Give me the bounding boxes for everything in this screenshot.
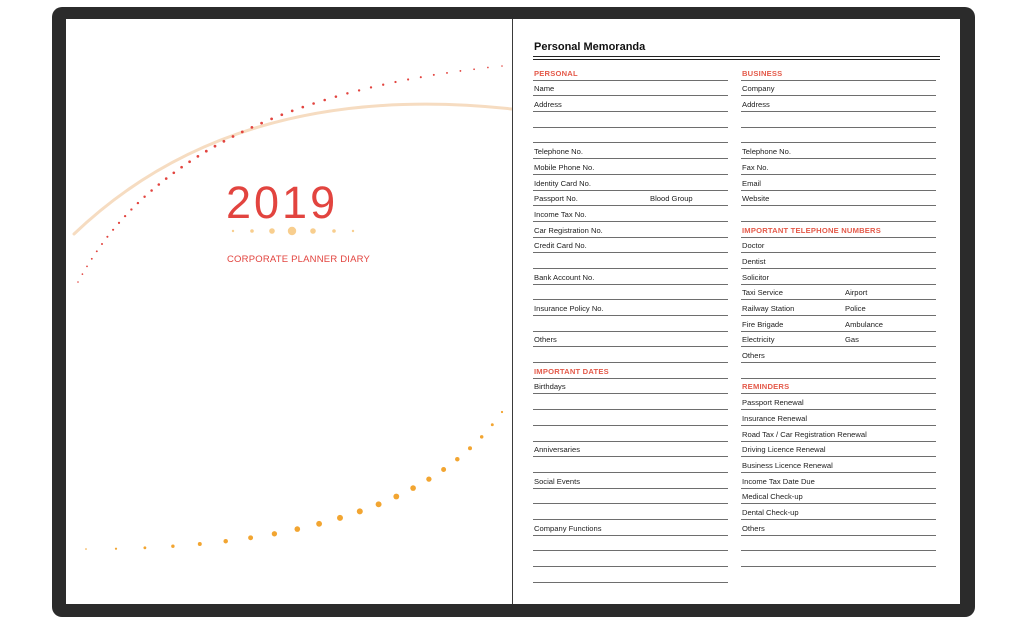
red-dot <box>232 135 235 138</box>
field-label: Name <box>534 84 555 94</box>
field-label: Others <box>742 351 765 361</box>
field-label-secondary: Police <box>845 304 866 313</box>
form-field-line <box>741 96 936 112</box>
decorative-swoosh <box>66 19 512 604</box>
red-dot <box>137 202 139 204</box>
orange-dot <box>357 508 363 514</box>
field-label: Fire Brigade <box>742 319 784 329</box>
form-field-line <box>741 191 936 207</box>
red-dot <box>112 229 114 231</box>
form-field-line <box>741 300 936 316</box>
orange-dot <box>501 411 503 413</box>
red-dot <box>394 81 396 83</box>
orange-dot <box>223 539 227 543</box>
field-label: Address <box>534 100 562 110</box>
blank-line <box>741 536 936 552</box>
red-dot <box>150 189 153 192</box>
form-field-line <box>533 238 728 254</box>
field-label: Others <box>742 523 765 533</box>
section-heading-row <box>533 65 728 81</box>
red-dot <box>251 126 254 129</box>
form-field-line <box>533 206 728 222</box>
blank-line <box>533 394 728 410</box>
section-heading: BUSINESS <box>742 68 783 78</box>
red-dot <box>86 266 88 268</box>
form-field-line <box>741 316 936 332</box>
red-dot <box>312 102 315 105</box>
orange-dot <box>426 476 431 481</box>
field-label: Company Functions <box>534 523 602 533</box>
red-dot <box>143 195 145 197</box>
red-dot <box>501 65 503 67</box>
form-field-line <box>533 442 728 458</box>
form-field-line <box>741 504 936 520</box>
page-title: Personal Memoranda <box>534 41 646 53</box>
form-field-line <box>741 285 936 301</box>
year-dot <box>232 230 234 232</box>
red-dot <box>77 281 79 283</box>
year-dot <box>269 228 275 234</box>
field-label: Anniversaries <box>534 445 581 455</box>
form-field-line <box>741 238 936 254</box>
section-heading-row <box>533 363 728 379</box>
orange-dot <box>441 467 446 472</box>
form-field-line <box>741 457 936 473</box>
title-rule <box>533 59 940 60</box>
red-dot <box>188 160 191 163</box>
blank-line <box>533 316 728 332</box>
blank-line <box>533 410 728 426</box>
red-dot <box>223 140 226 143</box>
field-label: Telephone No. <box>742 147 791 157</box>
red-dot <box>270 118 273 121</box>
red-dot <box>335 95 338 98</box>
section-heading: REMINDERS <box>742 382 790 392</box>
red-dot <box>118 222 120 224</box>
blank-line <box>533 347 728 363</box>
form-field-line <box>533 269 728 285</box>
red-dot <box>370 86 372 88</box>
blank-line <box>533 128 728 144</box>
left-form-column <box>533 65 728 583</box>
section-heading-row <box>741 379 936 395</box>
red-dot <box>459 70 461 72</box>
field-label: Website <box>742 194 770 204</box>
form-field-line <box>741 159 936 175</box>
section-heading-row <box>741 65 936 81</box>
orange-dot <box>143 546 146 549</box>
red-dot <box>180 166 183 169</box>
form-field-line <box>533 379 728 395</box>
form-field-line <box>741 253 936 269</box>
field-label: Electricity <box>742 335 775 345</box>
field-label: Credit Card No. <box>534 241 587 251</box>
field-label: Social Events <box>534 476 581 486</box>
field-label: Bank Account No. <box>534 272 595 282</box>
orange-dot <box>115 548 117 550</box>
form-field-line <box>741 347 936 363</box>
orange-dot <box>171 544 174 547</box>
red-dot <box>82 273 84 275</box>
field-label: Insurance Renewal <box>742 413 808 423</box>
red-dot <box>197 155 200 158</box>
blank-line <box>741 128 936 144</box>
field-label-secondary: Airport <box>845 288 868 298</box>
orange-dot <box>455 457 460 462</box>
blank-line <box>533 253 728 269</box>
blank-line <box>533 285 728 301</box>
year-title: 2019 <box>226 177 339 228</box>
field-label: Dentist <box>742 256 766 266</box>
field-label: Identity Card No. <box>534 178 591 188</box>
red-dot <box>124 215 126 217</box>
field-label: Taxi Service <box>742 288 783 298</box>
red-dot <box>301 106 304 109</box>
field-label: Solicitor <box>742 272 770 282</box>
title-rule <box>533 56 940 57</box>
red-dot <box>473 68 475 70</box>
form-field-line <box>741 332 936 348</box>
red-dot <box>487 67 489 69</box>
red-dot <box>101 243 103 245</box>
right-page <box>513 19 960 604</box>
form-field-line <box>741 143 936 159</box>
form-field-line <box>741 175 936 191</box>
orange-dot <box>393 494 399 500</box>
red-dot <box>172 171 175 174</box>
field-label: Income Tax No. <box>534 209 587 219</box>
field-label: Driving Licence Renewal <box>742 445 826 455</box>
section-heading-row <box>741 222 936 238</box>
orange-dot <box>295 526 301 532</box>
red-dot <box>323 99 326 102</box>
form-field-line <box>741 520 936 536</box>
orange-dot <box>248 535 253 540</box>
form-field-line <box>741 426 936 442</box>
red-dot <box>382 84 384 86</box>
form-field-line <box>533 175 728 191</box>
blank-line <box>741 551 936 567</box>
right-form-column <box>741 65 936 567</box>
field-label-secondary: Ambulance <box>845 319 883 329</box>
year-dot <box>352 230 354 232</box>
red-dot <box>96 250 98 252</box>
blank-line <box>533 536 728 552</box>
blank-line <box>533 426 728 442</box>
blank-line <box>741 206 936 222</box>
form-field-line <box>741 81 936 97</box>
field-label: Address <box>742 100 770 110</box>
field-label: Email <box>742 178 761 188</box>
field-label: Car Registration No. <box>534 225 603 235</box>
red-dot <box>346 92 348 94</box>
orange-dot <box>480 435 483 438</box>
field-label: Passport No. <box>534 194 578 204</box>
orange-dot <box>491 423 494 426</box>
blank-line <box>533 112 728 128</box>
form-field-line <box>741 410 936 426</box>
form-field-line <box>533 81 728 97</box>
section-heading: IMPORTANT TELEPHONE NUMBERS <box>742 225 881 235</box>
field-label: Dental Check-up <box>742 507 799 517</box>
form-field-line <box>533 332 728 348</box>
form-field-line <box>533 222 728 238</box>
field-label: Birthdays <box>534 382 566 392</box>
red-dot <box>241 131 244 134</box>
orange-dot <box>468 446 472 450</box>
blank-line <box>533 457 728 473</box>
year-dot <box>310 228 316 234</box>
form-field-line <box>741 473 936 489</box>
field-label: Medical Check-up <box>742 492 803 502</box>
field-label: Others <box>534 335 557 345</box>
field-label: Insurance Policy No. <box>534 304 604 313</box>
orange-dot <box>376 501 382 507</box>
form-field-line <box>741 489 936 505</box>
red-dot <box>106 236 108 238</box>
red-dot <box>165 177 168 180</box>
form-field-line <box>533 473 728 489</box>
field-label: Business Licence Renewal <box>742 460 833 470</box>
red-dot <box>446 72 448 74</box>
cover-subtitle: CORPORATE PLANNER DIARY <box>227 254 371 265</box>
blank-line <box>533 551 728 567</box>
form-field-line <box>741 269 936 285</box>
field-label: Company <box>742 84 775 94</box>
orange-dot <box>198 542 202 546</box>
form-field-line <box>741 394 936 410</box>
red-dot <box>420 76 422 78</box>
orange-dot <box>85 548 87 550</box>
year-dot <box>332 229 336 233</box>
orange-dot <box>272 531 277 536</box>
form-field-line <box>533 191 728 207</box>
field-label: Mobile Phone No. <box>534 162 595 172</box>
section-heading: PERSONAL <box>534 68 578 78</box>
blank-line <box>533 489 728 505</box>
red-dot <box>358 89 360 91</box>
red-dot <box>205 150 208 153</box>
red-dot <box>280 113 283 116</box>
red-dot <box>433 74 435 76</box>
form-field-line <box>533 96 728 112</box>
section-heading: IMPORTANT DATES <box>534 366 609 376</box>
red-dot <box>130 208 132 210</box>
red-dot <box>291 110 294 113</box>
red-dot <box>407 78 409 80</box>
blank-line <box>533 504 728 520</box>
field-label-secondary: Blood Group <box>650 194 693 204</box>
blank-line <box>741 112 936 128</box>
field-label: Doctor <box>742 241 765 251</box>
red-dot <box>158 183 161 186</box>
orange-dot <box>410 485 416 491</box>
form-field-line <box>533 143 728 159</box>
field-label: Income Tax Date Due <box>742 476 815 486</box>
form-field-line <box>533 159 728 175</box>
orange-dot <box>337 515 343 521</box>
blank-line <box>741 363 936 379</box>
field-label: Telephone No. <box>534 147 583 157</box>
field-label: Fax No. <box>742 162 769 172</box>
field-label: Passport Renewal <box>742 398 804 408</box>
field-label: Road Tax / Car Registration Renewal <box>742 429 867 439</box>
red-dot <box>260 122 263 125</box>
blank-line <box>533 567 728 583</box>
form-field-line <box>741 442 936 458</box>
field-label: Railway Station <box>742 304 795 313</box>
field-label-secondary: Gas <box>845 335 859 345</box>
red-dot <box>214 145 217 148</box>
year-dot <box>250 229 254 233</box>
orange-dot <box>316 521 322 527</box>
left-page <box>66 19 512 604</box>
red-dot <box>91 258 93 260</box>
form-field-line <box>533 300 728 316</box>
form-field-line <box>533 520 728 536</box>
